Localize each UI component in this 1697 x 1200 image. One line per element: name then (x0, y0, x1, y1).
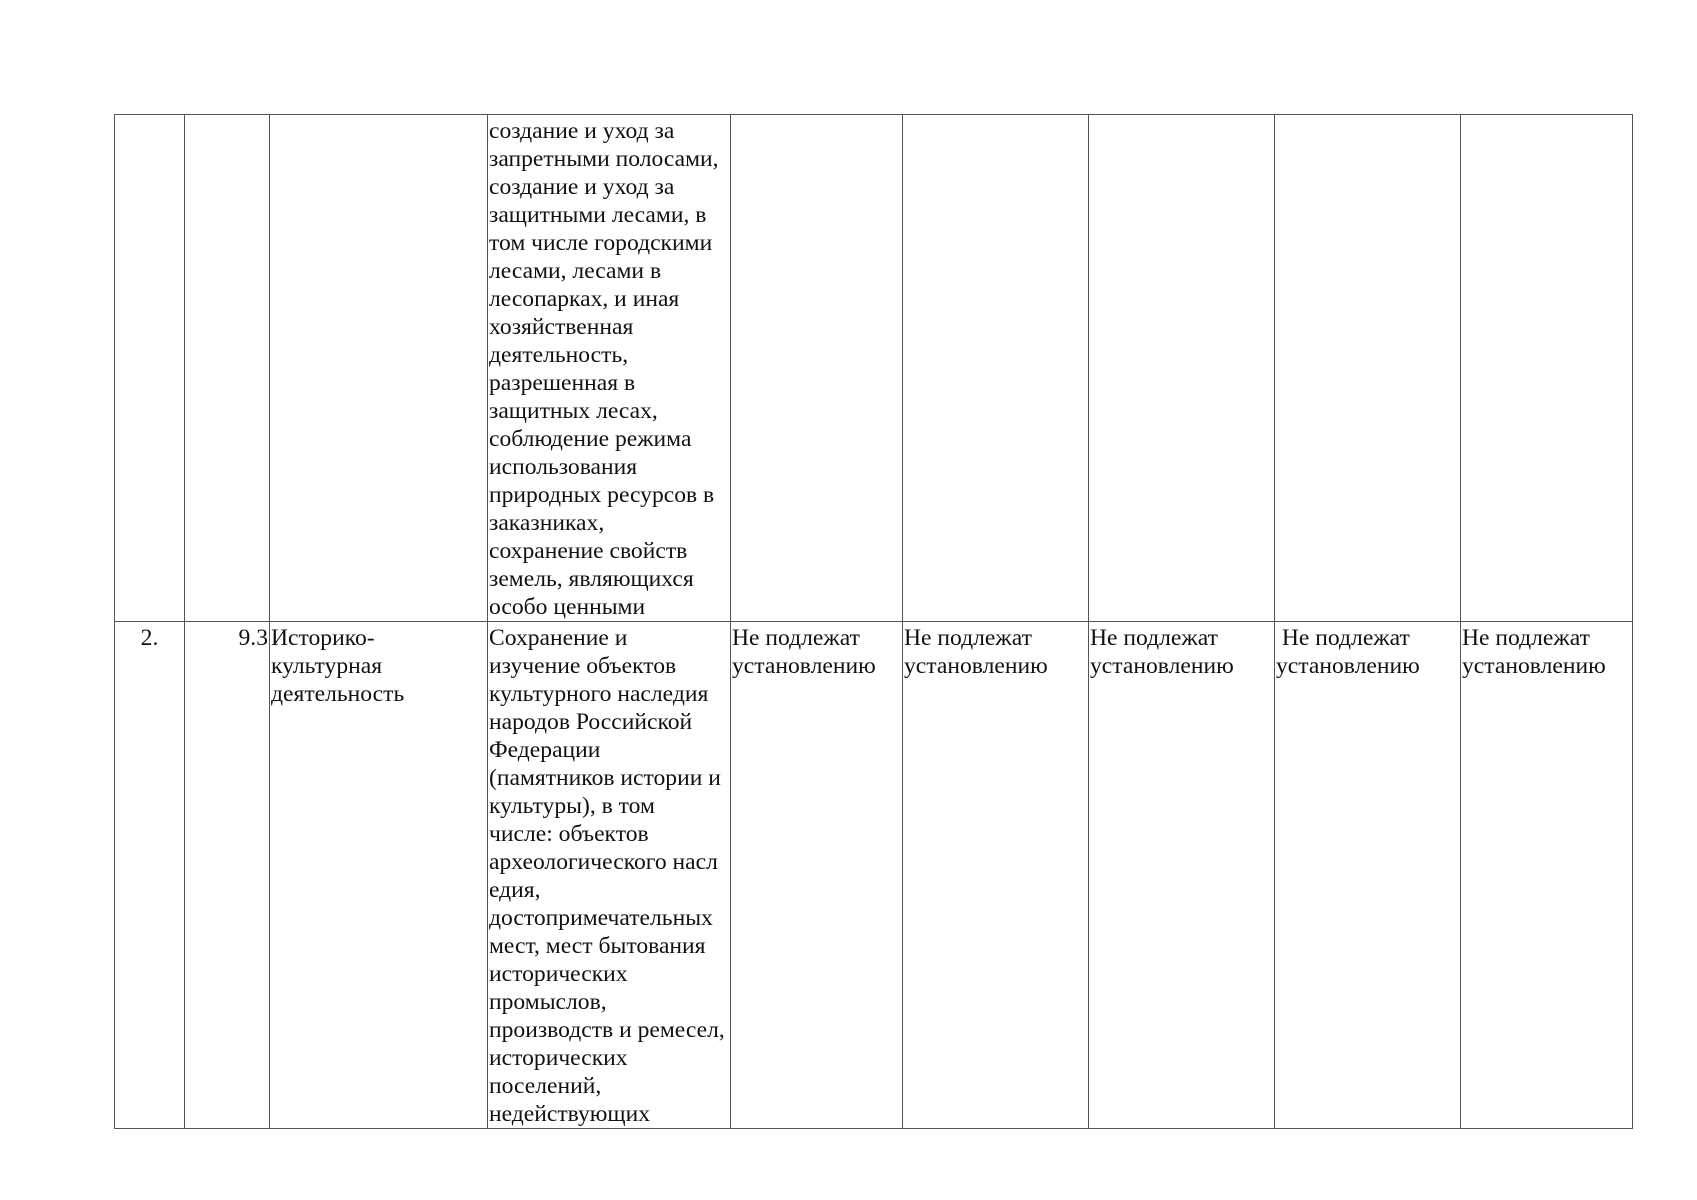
cell-line: Не подлежат (732, 625, 860, 651)
cell-line: Не подлежат (1462, 625, 1590, 651)
desc-line: Федерации (489, 737, 601, 763)
column-5-cell (731, 115, 903, 622)
desc-line: лесами, лесами в (489, 258, 662, 284)
name-line: Историко- (271, 625, 375, 651)
cell-line: установлению (904, 653, 1048, 679)
desc-line: изучение объектов (489, 653, 677, 679)
desc-line: культуры), в том (489, 793, 655, 819)
desc-line: народов Российской (489, 709, 693, 735)
name-cell (270, 622, 488, 1129)
desc-line: мест, мест бытования (489, 933, 706, 959)
desc-line: археологического насл (489, 849, 718, 875)
desc-line: заказниках, (489, 510, 605, 536)
row-number-cell: 2. (115, 622, 185, 1129)
desc-line: природных ресурсов в (489, 482, 715, 508)
desc-line: (памятников истории и (489, 765, 721, 791)
cell-line: установлению (732, 653, 876, 679)
desc-line: числе: объектов (489, 821, 649, 847)
desc-line: создание и уход за (489, 174, 675, 200)
row-number-cell (115, 115, 185, 622)
desc-line: разрешенная в (489, 370, 636, 396)
desc-line: деятельность, (489, 342, 629, 368)
desc-line: том числе городскими (489, 230, 713, 256)
desc-line: Сохранение и (489, 625, 628, 651)
desc-line: промыслов, (489, 989, 607, 1015)
desc-line: сохранение свойств (489, 538, 688, 564)
column-9-cell (1461, 115, 1633, 622)
cell-line: Не подлежат (904, 625, 1032, 651)
table-row (115, 115, 1633, 622)
code-cell: 9.3 (185, 622, 270, 1129)
desc-line: создание и уход за (489, 118, 675, 144)
desc-line: запретными полосами, (489, 146, 719, 172)
cell-line: Не подлежат (1276, 625, 1410, 651)
cell-line: установлению (1090, 653, 1234, 679)
desc-line: едия, (489, 877, 541, 903)
code-cell (185, 115, 270, 622)
column-7-cell (1089, 622, 1275, 1129)
table-row (115, 622, 1633, 1129)
desc-line: соблюдение режима (489, 426, 692, 452)
name-line: культурная (271, 653, 383, 679)
column-6-cell (903, 622, 1089, 1129)
desc-line: недействующих (489, 1101, 651, 1127)
description-cell (488, 115, 731, 622)
description-cell (488, 622, 731, 1129)
desc-line: поселений, (489, 1073, 602, 1099)
column-9-cell (1461, 622, 1633, 1129)
desc-line: использования (489, 454, 638, 480)
name-cell (270, 115, 488, 622)
column-8-cell (1275, 622, 1461, 1129)
desc-line: исторических (489, 961, 628, 987)
column-5-cell (731, 622, 903, 1129)
desc-line: земель, являющихся (489, 566, 694, 592)
cell-line: установлению (1462, 653, 1606, 679)
desc-line: защитных лесах, (489, 398, 658, 424)
desc-line: производств и ремесел, (489, 1017, 725, 1043)
name-line: деятельность (271, 681, 405, 707)
column-7-cell (1089, 115, 1275, 622)
desc-line: особо ценными (489, 594, 646, 620)
column-8-cell (1275, 115, 1461, 622)
cell-line: установлению (1276, 653, 1420, 679)
desc-line: исторических (489, 1045, 628, 1071)
desc-line: культурного наследия (489, 681, 709, 707)
cell-line: Не подлежат (1090, 625, 1218, 651)
desc-line: достопримечательных (489, 905, 713, 931)
column-6-cell (903, 115, 1089, 622)
desc-line: лесопарках, и иная (489, 286, 680, 312)
desc-line: хозяйственная (489, 314, 634, 340)
desc-line: защитными лесами, в (489, 202, 707, 228)
document-table (114, 114, 1633, 1129)
